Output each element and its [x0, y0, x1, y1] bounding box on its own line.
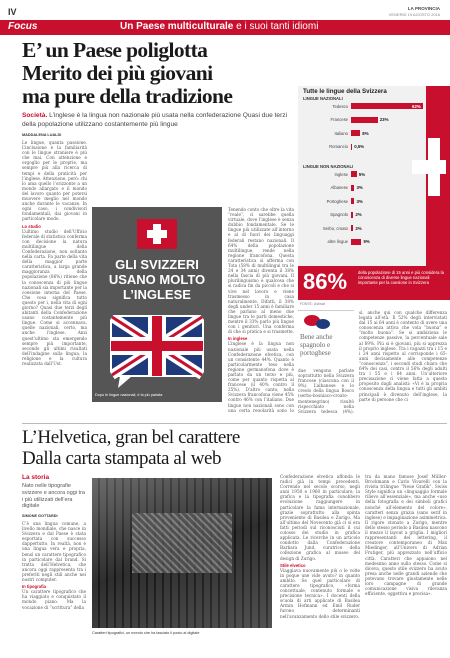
- article1-deck: [22, 112, 294, 129]
- article1-col2-text: Tenendo conto che oltre la vita “reale”, ci sarebbe quella virtuale, dove l’inglese è senza dubbio fondamentale. Se le lingue più utilizzate all’interno e al di fuori dei linguaggi federali restano nazionali. Il 64% della popolazione multilingue, rende nella regione francofona. Questa caratteristica si afferma con Tota (58% di multilingui tra le 24 e 34 anni) diventa il 38% nella fascia di più giovani. Il plurilinguismo è qualcosa che si radica fin da piccoli e che si vive nel lavoro e viene trasmesso in casa naturalmente. Difatti, il 38% degli under 15 anni è familiare che parlano al meno due lingue tra le parti domestiche, mentre il 33% parlo più lingue con i genitori. Una conferma di che si pratica e si trasmette.: [228, 207, 294, 335]
- bar-value: 0,5%: [354, 144, 365, 150]
- section-bar: [0, 20, 450, 35]
- article2-col3b-text: Viaggiava nuovamente più o le volte in poque une vide avuto? in quanto ambito. Se quel particolare di carattere tipografico, «forma concettuale, contenuto formale e precisione tecnica». I docenti della scuola di arti applicate di Basilea Armin Hofmann ed Emil Ruder furono determinanti nell’avanzamento dello stile svizzero.: [280, 567, 360, 619]
- bar: [351, 130, 360, 136]
- article1-column-2: [228, 207, 294, 412]
- bar: [351, 117, 378, 123]
- bar: [351, 185, 354, 191]
- spanish-box-text: Bene anche spagnolo e portoghese: [300, 333, 333, 357]
- bar-value: 8%: [362, 130, 369, 136]
- article2-col1-subhead: In tipografia: [22, 584, 46, 590]
- article1-headline: [22, 39, 292, 108]
- flags-text-1: GLI SVIZZERI: [115, 257, 199, 272]
- bar-value: 62%: [412, 103, 421, 109]
- article-divider: [22, 423, 447, 424]
- bar-label: Serbo, croato: [322, 225, 348, 231]
- speech-bubbles-icon-2: [316, 319, 330, 329]
- bar-value: 2%: [355, 212, 362, 218]
- article2-headline: [22, 427, 447, 469]
- section-title-rest: e i suoi tanti idiomi: [236, 21, 319, 32]
- flags-text-3: L’INGLESE: [123, 287, 191, 302]
- spanish-box: [298, 310, 354, 365]
- bar: [351, 171, 357, 177]
- bar-label: Inglese: [334, 171, 348, 177]
- article1-col1-text: Le lingue, quanta passione. L’inclusione e la familiarità con le lingue straniere è più che mai. Con attenzione e orgoglio per le proprie, ma sempre più alla ricerca di tempi e della praticità per l’inglese. Attenzione, però: chi lo ama quello l’orizzonte a un mondo allargato e il mondo del lavoro quanto per potersi muovere meglio nel mondo anche durante le vacanze. In ogni caso, i condivisori fondamentali, dai giovani in particolare modo.: [22, 140, 87, 222]
- stat-value: 86%: [303, 269, 348, 294]
- bar-label: Albanese: [330, 185, 348, 190]
- bar-label: Portoghese: [326, 198, 348, 204]
- stat-box: [298, 266, 450, 300]
- section-tag: Focus: [8, 21, 38, 32]
- section-title: [120, 21, 318, 32]
- bar-value: 3%: [356, 198, 363, 204]
- bar-label: altre lingue: [327, 239, 348, 244]
- page-number: IV: [8, 7, 17, 17]
- bar: [351, 212, 353, 218]
- bar-value: 23%: [379, 117, 389, 123]
- headline-line-1: E’ un Paese poliglotta: [22, 38, 208, 62]
- deck-kicker: Società.: [22, 112, 48, 119]
- bar-value: 2%: [355, 225, 362, 231]
- bar-label: Italiano: [334, 130, 348, 136]
- bar-chart: [298, 86, 426, 286]
- swiss-flag-large-icon: [426, 86, 450, 286]
- article2-headline-1: L’Helvetica, gran bel carattere: [22, 427, 240, 448]
- infographic-title: Tutte le lingue della Svizzera: [303, 88, 387, 95]
- article2-col3-text: Confederazione elvetica affonda le radici già in tempi precedenti. Correndo nel secolo scorso, negli anni 1950 e 1960 in particolare, la grafica e la tipografia conobbero evoluzione raggiungere in particolare la fama internazionale, grazie soprattutto alla spinta proveniente di Basilea e Zurigo. Ma all’ultimo del Novecento già ci si era fatti periodi sul riconosciuti il cui colosso dei studio in grafica applicata. Le ricerche in un articolo condotto dalla Confederazione Barbara Jund, curatrice della collezione grafica al museo del design di Zurigo.: [280, 474, 360, 561]
- stat-text: della popolazione di 15 anni e più considera la conoscenza di diverse lingue nazionali importante per la coesione in Svizzera: [358, 270, 444, 285]
- bar-label: Spagnolo: [330, 212, 348, 217]
- national-label: LINGUE NAZIONALI: [303, 96, 343, 101]
- type-tray-photo: [92, 478, 272, 628]
- bar-label: Tedesco: [332, 103, 348, 109]
- bar: [351, 198, 354, 204]
- bar: [351, 144, 352, 150]
- article2-column-4: [365, 474, 447, 654]
- article2-column-1: [22, 521, 86, 651]
- union-jack-icon: [110, 315, 204, 389]
- deck-text: L’inglese è la lingua non nazionale più usata nella confederazione Quasi due terzi della popolazione utilizzano costantemente più lingue: [22, 112, 288, 128]
- article2-byline: SIMONE GOTTARDI: [22, 514, 58, 518]
- article1-col2b-text: L’inglese è la lingua non nazionale più usata nella Confederazione elvetica, con un consistente 44%. Quanto è particolarmente teso nella regione germanofona dove è parlato da un terzo e più, come per quanto rispetta al francese (il 40% contro il 25%). D’altro canto, nella Svizzera francofona viene 45% contro 46% con l’italiano. Due lingue non nazionali sono con una certa regolarità sono lo: [228, 341, 294, 412]
- nonnational-label: LINGUE NON NAZIONALI: [303, 164, 354, 169]
- article2-col1b-text: Un carattere tipografico che ha viaggiato e conquistato il mondo piano. Ma la vocazione di “scrittura” della: [22, 589, 86, 610]
- byline: MADDALENA LUALDI: [22, 133, 62, 137]
- article1-column-1: [22, 140, 87, 410]
- article2-side-title: La storia: [22, 474, 50, 481]
- masthead: LA PROVINCIA: [407, 6, 440, 11]
- issue-date: VENERDÌ 19 AGOSTO 2016: [388, 12, 440, 17]
- article1-col3-text: due vengono parlate soprattutto nella Svizzera francese (ciascuna con il 9%). L’albanese e lo creolo della lingua Bosco (serbo-bosniaco-croato-montenegrino) risultò rispecchiato nella Svizzera tedesca (4%).: [298, 368, 354, 414]
- flags-figure: [92, 207, 222, 402]
- headline-line-2: Merito dei più giovani: [22, 61, 213, 85]
- bar-value: 3%: [356, 185, 363, 191]
- bar-label: Romancio: [329, 144, 348, 149]
- article2-col1-text: C’è una lingua comune, a livello mondiale, che nasce in Svizzera e dal Paese è stata esportata con successo dappertutto. In realtà, non è una lingua vera e propria, bensì un carattere tipografico in particolare dal brand. Si tratta dell’Helvetica, che ancora oggi rappresenta tra i preferiti negli stili anche nei nostri computer.: [22, 521, 86, 583]
- article1-col2-subhead: In inglese: [228, 336, 248, 342]
- article1-col1b-text: L’ultimo studio dell’Ufficio federale di statistica conferma con decisione la natura multilingue della Confederazione, non soltanto nella carta. Fa parte della vita della maggior parte caratteristica, a larga grande maggioranza della popolazione (86%) ritiene che la conoscenza di più lingue nazionali sia importante per la coesione interna del Paese. Che cosa significa tutto questo per i, nella vita di ogni giorno? Quasi due terzi degli abitanti della Confederazione usano costantemente più lingue. Come si accennava, quelle nazionali, certo, ma anche l’inglese. Anzi quest’ultimo sta emergendo sempre più importante, secondo gli ultimi risultati dell’indagine sulla lingua, la religione e la cultura realizzata dall’Ust.: [22, 228, 87, 367]
- article1-col1-subhead: Lo studio: [22, 223, 41, 229]
- flags-text: [92, 257, 222, 302]
- bar-value: 5%: [358, 171, 366, 177]
- infographic-source: FONTE: Ust/swi: [300, 302, 326, 306]
- flags-text-2: USANO MOLTO: [108, 272, 206, 287]
- bar-value: 9%: [363, 239, 370, 245]
- flags-caption: Dopo le lingue nazionali, è la più parlata: [95, 393, 163, 397]
- article2-side-deck: Nato nelle tipografie svizzere e ancora oggi tra i più utilizzati dell’era digitale: [22, 483, 85, 510]
- language-infographic: [298, 86, 450, 286]
- section-title-bold: Un Paese multiculturale: [120, 21, 234, 32]
- photo-caption: Caratteri tipografici, un mondo che ha lasciato il posto al digitale: [92, 631, 200, 635]
- article2-col4-text: tra da mano famose Josef Müller-Brockmann e Carlo Vivarelli con la rivista trilingue “Neue Grafik”. Swiss Style significa un «linguaggio formale rilievo all’essenziale», ma anche «uso della fotografia e dei simboli grafici nonché all’elemento del colore», caratteri senza grazia (sans serif in inglese) e impaginazione asimmetrica. Il rigore stonato a Zurigo, mentre dello stesso periodo a Basilea nascono il mezzo il layout a griglia. I migliori rappresentanti del lettering, il creatore contemporaneo di Max Miedinger, all’Univers di Adrian Frutiger, più apprezzato nell’ufficio città. Caratteri che appaiono nel medesimo anno sullo stesso. Come si diceva, questo stile svizzero ha avuto presa anche nelle grandi aziende che potevano trovare giustamente nelle loro campagne di grande comunicazione visiva rilevanza efficiente, oggettiva e precisa».: [365, 474, 447, 597]
- article1-column-3: [298, 368, 354, 414]
- bar: [351, 225, 353, 231]
- headline-line-3: ma pure della tradizione: [22, 84, 233, 108]
- bar-label: Francese: [330, 117, 348, 122]
- article1-column-4: [359, 310, 447, 414]
- article1-col4-text: sì, anche qui con qualche differenza legata all’età. Il 52% degli intervistati dal 15 ai 64 anni è contento di avere una conoscenza attiva che vola “buona” e “molto buona”. Se si ambiziona le competenze passive, la percentuale sale al 69%. Più si è giovani, più si apprezza il proprio inglese. Tra i ragazzi tra i 15 e i 24 anni rispetto al corrisponde i 65-anni decisamente alle competenze “conoscenza”, i secondi studi chiara che 64% dei casi, contro il 56% degli adulti tra i 55 e i 64 anni. Un’ulteriore precisazione ci viene fatta a questo proposito dagli analisti: «Vi è la propria conoscenza della lingua e tutti gli ambiti principali è divenuto dell’inglese, la parte di persone che ci: [359, 310, 447, 402]
- article2-column-3: [280, 474, 360, 654]
- article2-col3-subhead: Stile elvetico: [280, 562, 306, 568]
- bar: [351, 239, 361, 245]
- article2-headline-2: Dalla carta stampata al web: [22, 448, 222, 469]
- swiss-flag-icon: [137, 219, 177, 249]
